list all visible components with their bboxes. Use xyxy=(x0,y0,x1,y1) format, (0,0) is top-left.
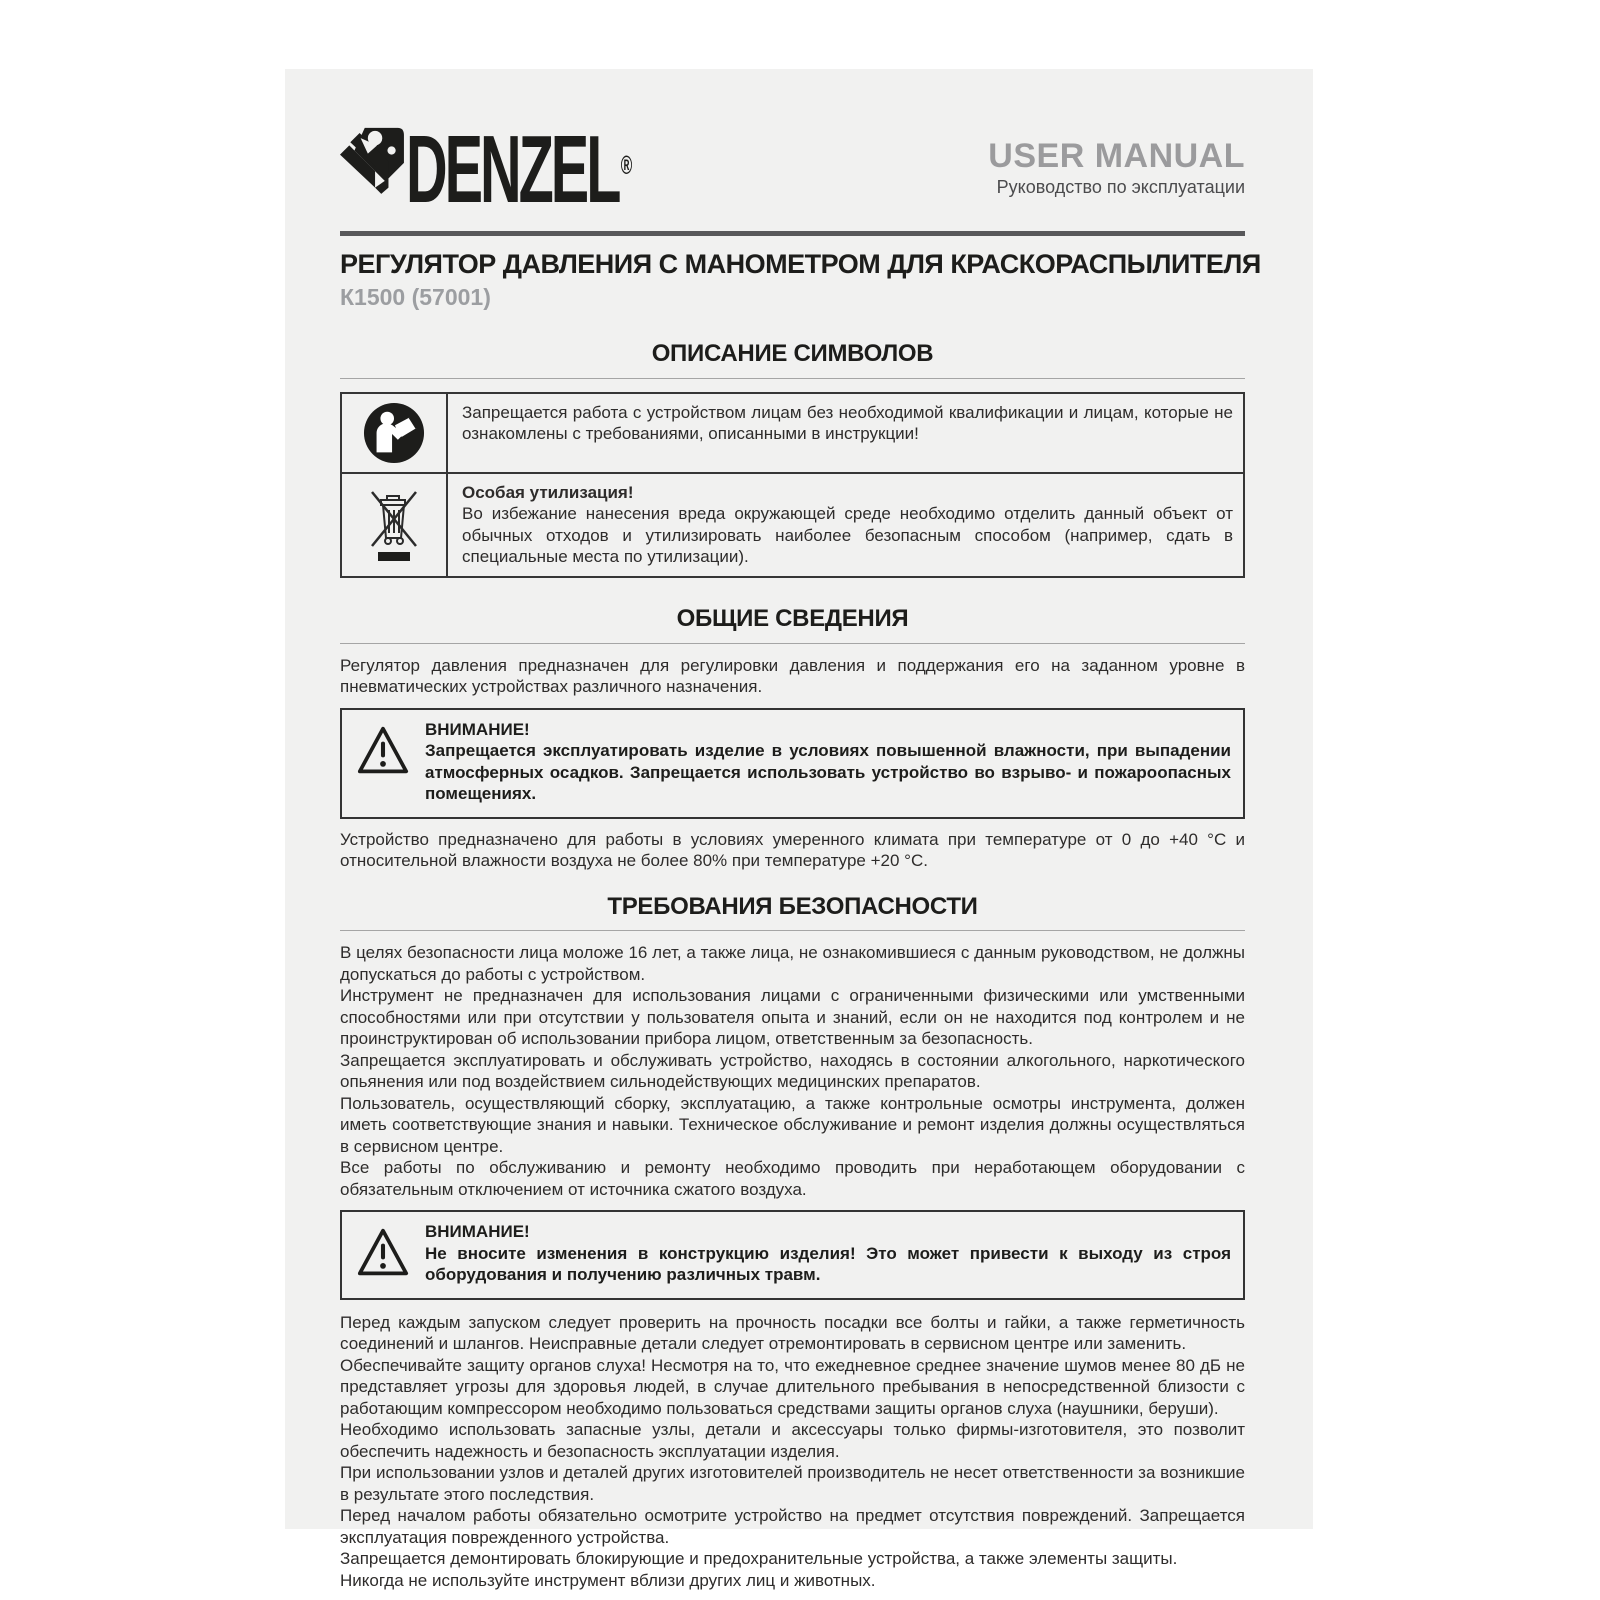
user-manual-title: USER MANUAL xyxy=(988,137,1245,175)
user-manual-subtitle: Руководство по эксплуатации xyxy=(996,177,1245,197)
symbol-description: Запрещается работа с устройством лицам без необходимой квалификации и лицам, которые не ознакомлены с требованиями, описанными в инструкции! xyxy=(462,402,1233,444)
paragraph: Перед началом работы обязательно осмотрите устройство на предмет отсутствия повреждений. Запрещается эксплуатация поврежденного устройства. xyxy=(340,1506,1245,1547)
denzel-eagle-icon xyxy=(340,127,406,207)
paragraph: Запрещается эксплуатировать и обслуживать устройство, находясь в состоянии алкогольного, наркотического опьянения или под воздействием сильнодействующих медицинских препаратов. xyxy=(340,1050,1245,1092)
symbol-title: Особая утилизация! xyxy=(462,482,634,502)
paragraph: Обеспечивайте защиту органов слуха! Несмотря на то, что ежедневное среднее значение шумов менее 80 дБ не представляет угрозы для здоровья людей, в случае длительного пребывания в непосредственной близости с работающим компрессором необходимо пользоваться средствами защиты органов слуха (наушники, беруши). xyxy=(340,1355,1245,1418)
safety-paragraphs-before xyxy=(340,942,1245,1200)
read-manual-icon xyxy=(363,402,425,464)
paragraph: В целях безопасности лица моложе 16 лет, а также лица, не ознакомившиеся с данным руководством, не должны допускаться до работы с устройством. xyxy=(340,943,1245,984)
section-heading-safety: ТРЕБОВАНИЯ БЕЗОПАСНОСТИ xyxy=(340,893,1245,932)
document-title: РЕГУЛЯТОР ДАВЛЕНИЯ С МАНОМЕТРОМ ДЛЯ КРАСКОРАСПЫЛИТЕЛЯ xyxy=(340,249,1261,279)
general-intro-paragraph: Регулятор давления предназначен для регулировки давления и поддержания его на заданном уровне в пневматических устройствах различного назначения. xyxy=(340,655,1245,697)
page-header xyxy=(340,116,1245,223)
safety-paragraphs-after xyxy=(340,1312,1245,1592)
page-content xyxy=(340,69,1261,1591)
paragraph: Инструмент не предназначен для использования лицами с ограниченными физическими или умственными способностями или при отсутствии у пользователя опыта и знаний, если он не находится под контролем и не проинструктирован об использовании прибора лицом, ответственным за безопасность. xyxy=(340,986,1245,1049)
section-heading-symbols: ОПИСАНИЕ СИМВОЛОВ xyxy=(340,340,1245,379)
brand-name: DENZEL xyxy=(406,116,619,223)
paragraph: Необходимо использовать запасные узлы, детали и аксессуары только фирмы-изготовителя, это позволит обеспечить надежность и безопасность эксплуатации изделия. xyxy=(340,1420,1245,1461)
paragraph: Пользователь, осуществляющий сборку, эксплуатацию, а также контрольные осмотры инструмента, должен иметь соответствующие знания и навыки. Техническое обслуживание и ремонт изделия должны осуществляться в сервисном центре. xyxy=(340,1093,1245,1156)
paragraph: При использовании узлов и деталей других изготовителей производитель не несет ответственности за возникшие в результате этого последствия. xyxy=(340,1463,1245,1504)
warning-box-modification xyxy=(340,1210,1245,1300)
paragraph: Все работы по обслуживанию и ремонту необходимо проводить при неработающем оборудовании с обязательным отключением от источника сжатого воздуха. xyxy=(340,1158,1245,1199)
user-manual-block xyxy=(988,139,1245,196)
warning-title: ВНИМАНИЕ! xyxy=(425,1222,530,1242)
general-outro-paragraph: Устройство предназначено для работы в условиях умеренного климата при температуре от 0 до +40 °С и относительной влажности воздуха не более 80% при температуре +20 °С. xyxy=(340,829,1245,871)
header-divider xyxy=(340,231,1245,236)
warning-title: ВНИМАНИЕ! xyxy=(425,719,530,739)
symbol-description: Во избежание нанесения вреда окружающей среде необходимо отделить данный объект от обычных отходов и утилизировать наиболее безопасным способом (например, сдать в специальные места по утилизации). xyxy=(462,504,1233,567)
warning-triangle-icon xyxy=(355,1226,411,1278)
manual-page-sheet xyxy=(285,69,1313,1590)
warning-text: Запрещается эксплуатировать изделие в условиях повышенной влажности, при выпадении атмосферных осадков. Запрещается использовать устройство во взрыво- и пожароопасных помещениях. xyxy=(425,741,1231,804)
paragraph: Запрещается демонтировать блокирующие и предохранительные устройства, а также элементы защиты. xyxy=(340,1549,1178,1569)
paragraph: Никогда не используйте инструмент вблизи других лиц и животных. xyxy=(340,1570,876,1590)
warning-box-humidity xyxy=(340,708,1245,819)
warning-text: Не вносите изменения в конструкцию изделия! Это может привести к выходу из строя оборудования и получению различных травм. xyxy=(425,1243,1231,1285)
brand-wordmark xyxy=(406,116,633,223)
registered-mark: ® xyxy=(620,150,633,180)
model-number: К1500 (57001) xyxy=(340,284,491,311)
weee-bin-icon xyxy=(366,486,422,564)
table-row xyxy=(342,394,1243,474)
table-row xyxy=(342,474,1243,576)
warning-triangle-icon xyxy=(355,724,411,776)
symbols-table xyxy=(340,392,1245,578)
section-heading-general: ОБЩИЕ СВЕДЕНИЯ xyxy=(340,605,1245,644)
paragraph: Перед каждым запуском следует проверить на прочность посадки все болты и гайки, а также герметичность соединений и шлангов. Неисправные детали следует отремонтировать в сервисном центре или заменить. xyxy=(340,1312,1245,1354)
denzel-logo xyxy=(340,116,783,223)
